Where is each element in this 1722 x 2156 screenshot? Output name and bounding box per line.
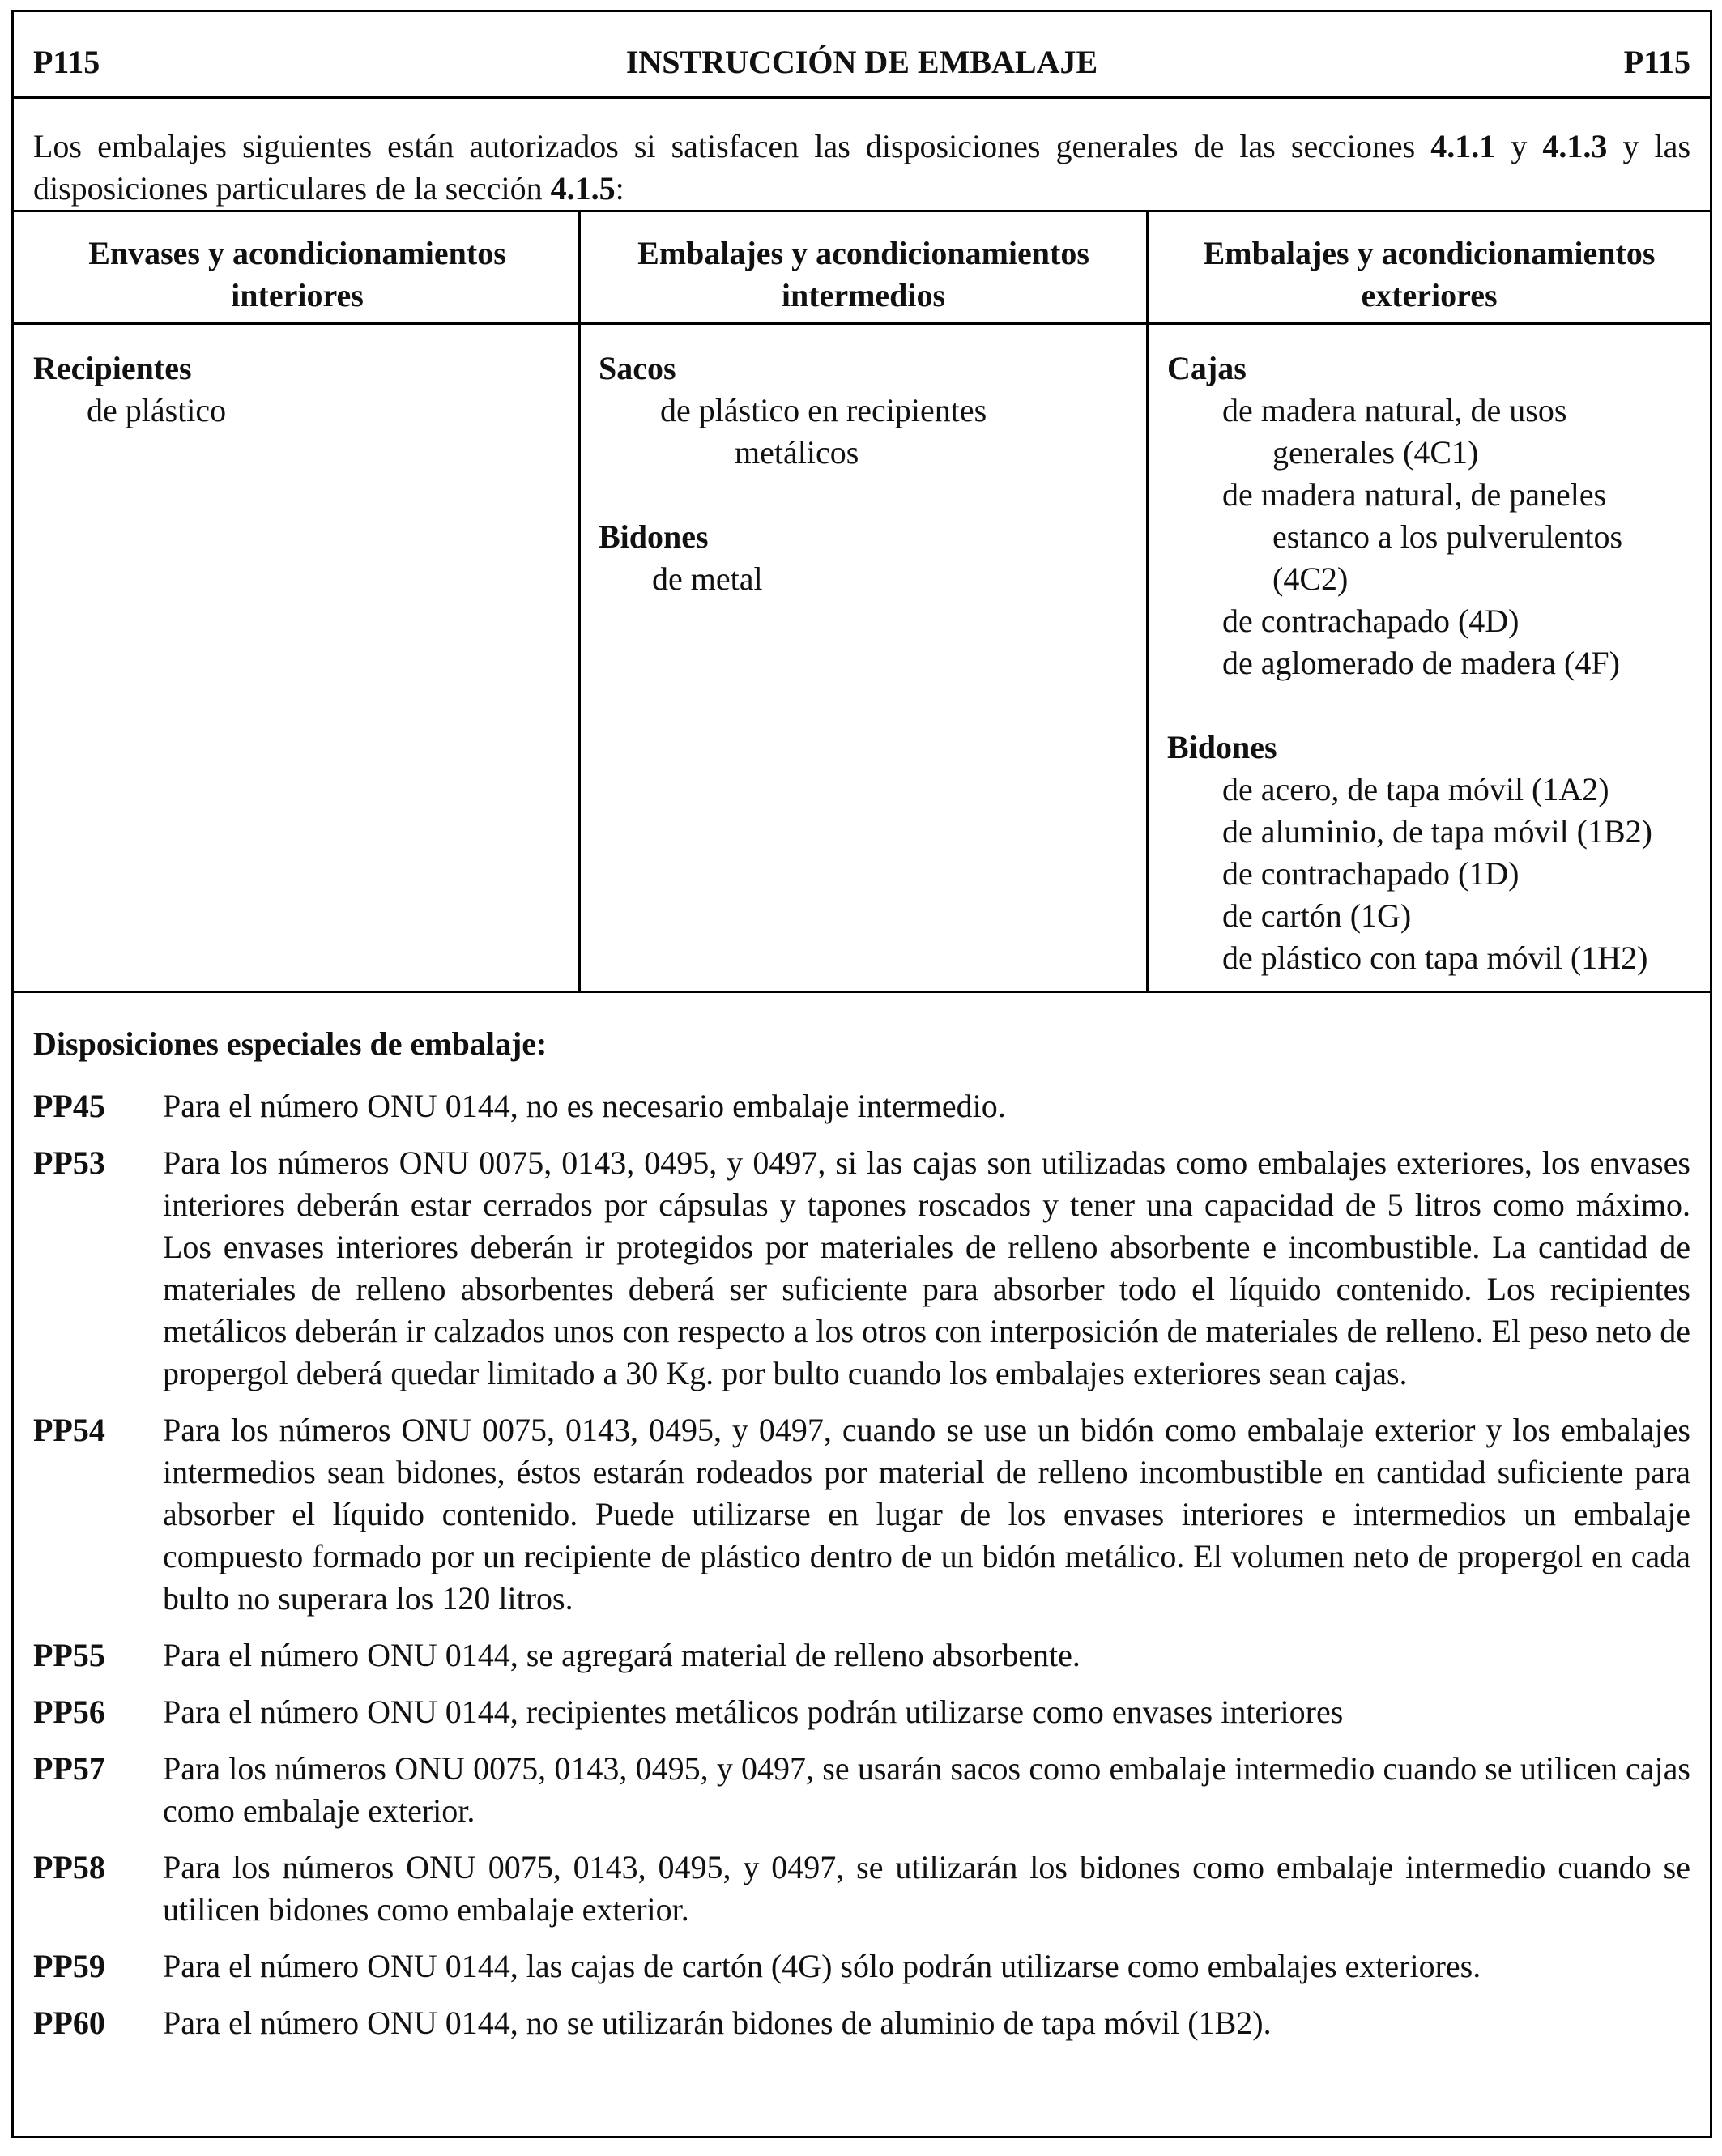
- provision-code: PP55: [33, 1637, 105, 1673]
- column-divider-1: [578, 210, 581, 991]
- provision-row: [33, 2002, 1690, 2044]
- provision-row: [33, 1691, 1690, 1733]
- provision-row: [33, 1142, 1690, 1395]
- category-label: Cajas: [1167, 350, 1247, 386]
- header-divider: [14, 96, 1710, 99]
- group-spacer: [599, 474, 1133, 516]
- category-label: Bidones: [599, 518, 709, 555]
- provision-code: PP60: [33, 2005, 105, 2041]
- provision-code: PP58: [33, 1849, 105, 1885]
- outer-packaging-cell: [1167, 347, 1710, 979]
- provision-text: Para el número ONU 0144, se agregará material de relleno absorbente.: [163, 1637, 1081, 1673]
- page-title: INSTRUCCIÓN DE EMBALAJE: [625, 44, 1098, 80]
- provision-row: [33, 1409, 1690, 1620]
- intro-text: y: [1495, 128, 1543, 164]
- intro-text: y las disposiciones particulares de la sección: [33, 128, 1691, 207]
- provision-code: PP57: [33, 1750, 105, 1787]
- provision-row: [33, 1634, 1690, 1677]
- provision-row: [33, 1945, 1690, 1988]
- packaging-item: de cartón (1G): [1222, 897, 1412, 934]
- provision-code: PP53: [33, 1144, 105, 1181]
- intro-divider: [14, 210, 1710, 212]
- column-heading-line: intermedios: [781, 277, 946, 313]
- group-spacer: [1167, 684, 1710, 726]
- column-heading-inner: [16, 232, 578, 317]
- provision-text: Para los números ONU 0075, 0143, 0495, y 0497, cuando se use un bidón como embalaje exterior y los embalajes intermedios sean bidones, éstos estarán rodeados por material de relleno incombustible en cantidad suficiente para absorber el líquido contenido. Puede utilizarse en lugar de los envases interiores e intermedios un embalaje compuesto formado por un recipiente de plástico dentro de un bidón metálico. El volumen neto de propergol en cada bulto no superara los 120 litros.: [163, 1412, 1690, 1617]
- packaging-item: de plástico en recipientes: [660, 392, 987, 428]
- provision-code: PP45: [33, 1088, 105, 1124]
- packaging-item: de plástico con tapa móvil (1H2): [1222, 940, 1648, 976]
- column-heading-line: interiores: [231, 277, 364, 313]
- provision-code: PP56: [33, 1694, 105, 1730]
- column-heading-line: exteriores: [1361, 277, 1498, 313]
- provision-text: Para el número ONU 0144, no se utilizarán bidones de aluminio de tapa móvil (1B2).: [163, 2005, 1272, 2041]
- packaging-item: de contrachapado (4D): [1222, 603, 1520, 639]
- provision-text: Para los números ONU 0075, 0143, 0495, y 0497, si las cajas son utilizadas como embalajes exteriores, los envases interiores deberán estar cerrados por cápsulas y tapones roscados y tener una capacidad de 5 litros como máximo. Los envases interiores deberán ir protegidos por materiales de relleno absorbente e incombustible. La cantidad de materiales de relleno absorbentes deberá ser suficiente para absorber todo el líquido contenido. Los recipientes metálicos deberán ir calzados unos con respecto a los otros con interposición de materiales de relleno. El peso neto de propergol deberá quedar limitado a 30 Kg. por bulto cuando los embalajes exteriores sean cajas.: [163, 1144, 1691, 1391]
- intro-text: :: [615, 170, 624, 207]
- category-label: Sacos: [599, 350, 676, 386]
- column-heading-outer: [1149, 232, 1710, 317]
- provision-code: PP59: [33, 1948, 105, 1984]
- provision-text: Para los números ONU 0075, 0143, 0495, y 0497, se utilizarán los bidones como embalaje intermedio cuando se utilicen bidones como embalaje exterior.: [163, 1849, 1690, 1928]
- provision-text: Para el número ONU 0144, recipientes metálicos podrán utilizarse como envases interiores: [163, 1694, 1344, 1730]
- packaging-item: metálicos: [735, 434, 859, 471]
- packaging-item: de plástico: [87, 392, 227, 428]
- packaging-item: de metal: [652, 560, 763, 597]
- table-bottom-divider: [14, 991, 1710, 993]
- category-label: Bidones: [1167, 729, 1277, 765]
- section-ref: 4.1.1: [1430, 128, 1496, 164]
- section-ref: 4.1.3: [1542, 128, 1608, 164]
- provision-row: [33, 1847, 1690, 1931]
- special-provisions-title: Disposiciones especiales de embalaje:: [33, 1025, 548, 1062]
- packing-instruction-frame: [11, 10, 1712, 2138]
- provision-text: Para el número ONU 0144, las cajas de cartón (4G) sólo podrán utilizarse como embalajes exteriores.: [163, 1948, 1481, 1984]
- provision-row: [33, 1085, 1690, 1127]
- packaging-item: de madera natural, de paneles: [1222, 476, 1607, 513]
- provision-text: Para el número ONU 0144, no es necesario embalaje intermedio.: [163, 1088, 1006, 1124]
- inner-packaging-cell: [33, 347, 568, 432]
- column-heading-line: Embalajes y acondicionamientos: [637, 235, 1089, 271]
- category-label: Recipientes: [33, 350, 192, 386]
- column-heading-divider: [14, 322, 1710, 325]
- column-heading-line: Envases y acondicionamientos: [88, 235, 506, 271]
- instruction-code-left: P115: [33, 44, 100, 80]
- provision-row: [33, 1748, 1690, 1832]
- instruction-code-right: P115: [1623, 44, 1690, 80]
- packaging-item: de contrachapado (1D): [1222, 855, 1520, 892]
- special-provisions-list: [33, 1085, 1690, 2059]
- packaging-item: de aglomerado de madera (4F): [1222, 645, 1620, 681]
- column-heading-intermediate: [581, 232, 1146, 317]
- provision-code: PP54: [33, 1412, 105, 1448]
- intro-paragraph: [33, 126, 1690, 210]
- intro-text: Los embalajes siguientes están autorizados si satisfacen las disposiciones generales de las secciones: [33, 128, 1431, 164]
- section-ref: 4.1.5: [550, 170, 616, 207]
- packaging-item: de aluminio, de tapa móvil (1B2): [1222, 813, 1652, 850]
- packaging-item: de madera natural, de usos: [1222, 392, 1567, 428]
- column-heading-line: Embalajes y acondicionamientos: [1203, 235, 1656, 271]
- column-divider-2: [1146, 210, 1149, 991]
- packaging-item: (4C2): [1272, 560, 1349, 597]
- provision-text: Para los números ONU 0075, 0143, 0495, y 0497, se usarán sacos como embalaje intermedio cuando se utilicen cajas como embalaje exterior.: [163, 1750, 1690, 1829]
- packaging-item: generales (4C1): [1272, 434, 1479, 471]
- packaging-item: estanco a los pulverulentos: [1272, 518, 1623, 555]
- packaging-item: de acero, de tapa móvil (1A2): [1222, 771, 1609, 807]
- intermediate-packaging-cell: [599, 347, 1133, 600]
